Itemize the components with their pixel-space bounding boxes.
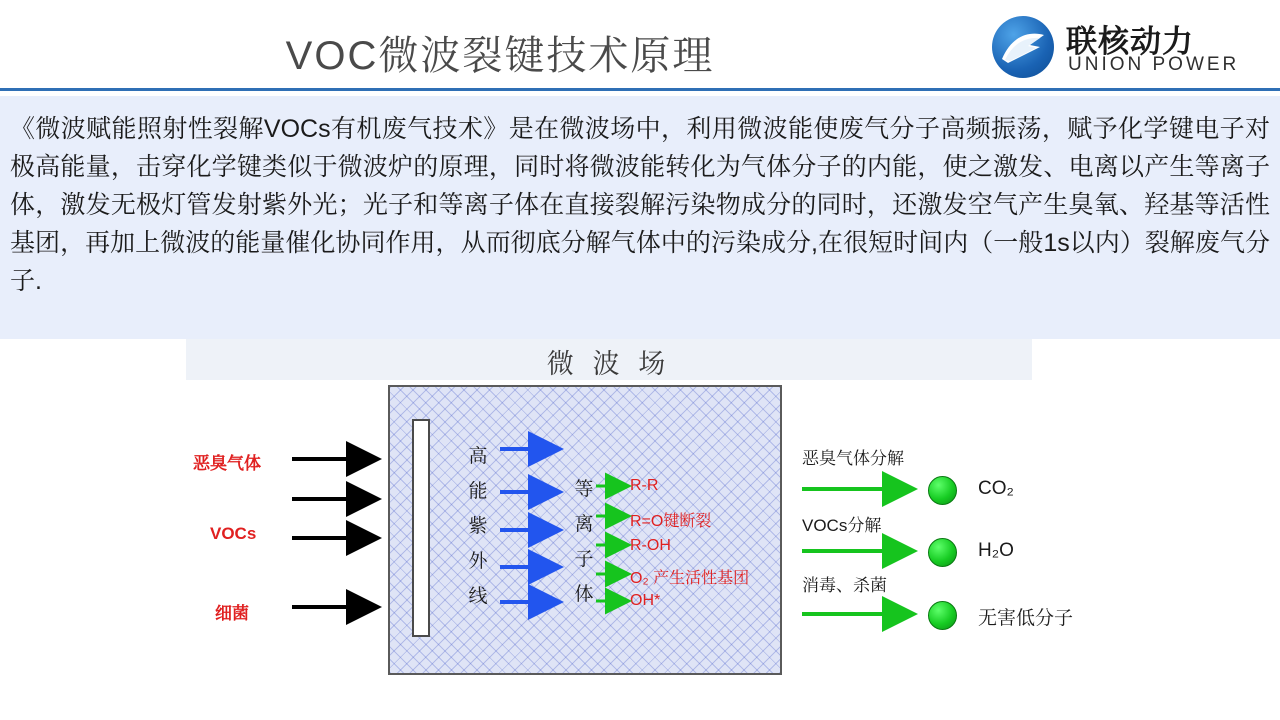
reaction-line-0: R-R	[630, 477, 659, 494]
reaction-line-2: R-OH	[630, 537, 671, 554]
plasma-label-stack	[572, 472, 596, 612]
input-label-bacteria: 细菌	[215, 604, 249, 623]
input-label-vocs: VOCs	[210, 524, 257, 543]
product-dot-co2	[928, 476, 957, 505]
page-header	[0, 0, 1280, 96]
union-power-logo-icon	[992, 16, 1054, 78]
uv-char-2: 紫	[468, 516, 488, 537]
logo-swoosh-icon	[1000, 29, 1046, 65]
uv-char-3: 外	[468, 551, 488, 572]
plasma-char-0: 等	[574, 479, 594, 500]
brand-logo	[992, 14, 1262, 80]
logo-text-en: UNION POWER	[1068, 54, 1240, 75]
plasma-char-2: 子	[574, 549, 594, 570]
electrodeless-lamp	[412, 419, 430, 637]
logo-text-cn: 联核动力	[1066, 24, 1194, 59]
page-title: VOC微波裂键技术原理	[285, 34, 715, 78]
process-diagram	[0, 339, 1280, 720]
product-label-co2: CO₂	[978, 478, 1014, 499]
output-label-vocs: VOCs分解	[802, 516, 882, 535]
output-label-disinfect: 消毒、杀菌	[802, 576, 887, 595]
intro-panel	[0, 96, 1280, 339]
reaction-line-3: O₂ 产生活性基团	[630, 570, 750, 587]
product-dot-harmless	[928, 601, 957, 630]
uv-char-0: 高	[468, 446, 488, 467]
input-label-odor: 恶臭气体	[193, 454, 261, 473]
output-label-odor: 恶臭气体分解	[802, 449, 904, 468]
figure-caption: 微 波 场	[546, 349, 672, 379]
reaction-line-1: R=O键断裂	[630, 513, 712, 530]
inlet-arrows-icon	[292, 459, 374, 607]
uv-ray-label-stack	[466, 439, 490, 614]
intro-paragraph: 《微波赋能照射性裂解VOCs有机废气技术》是在微波场中，利用微波能使废气分子高频振荡，赋予化学键电子对极高能量，击穿化学键类似于微波炉的原理，同时将微波能转化为气体分子的内能，使之激发、电离以产生等离子体，激发无极灯管发射紫外光；光子和等离子体在直接裂解污染物成分的同时，还激发空气产生臭氧、羟基等活性基团，再加上微波的能量催化协同作用，从而彻底分解气体中的污染成分,在很短时间内（一般1s以内）裂解废气分子.	[10, 115, 1270, 295]
product-label-harmless: 无害低分子	[978, 608, 1074, 629]
plasma-char-3: 体	[574, 584, 594, 605]
uv-char-4: 线	[468, 586, 488, 607]
header-divider	[0, 88, 1280, 91]
plasma-char-1: 离	[574, 514, 594, 535]
reaction-line-4: OH*	[630, 592, 661, 609]
product-dot-h2o	[928, 538, 957, 567]
uv-char-1: 能	[468, 481, 488, 502]
product-label-h2o: H₂O	[978, 540, 1014, 561]
